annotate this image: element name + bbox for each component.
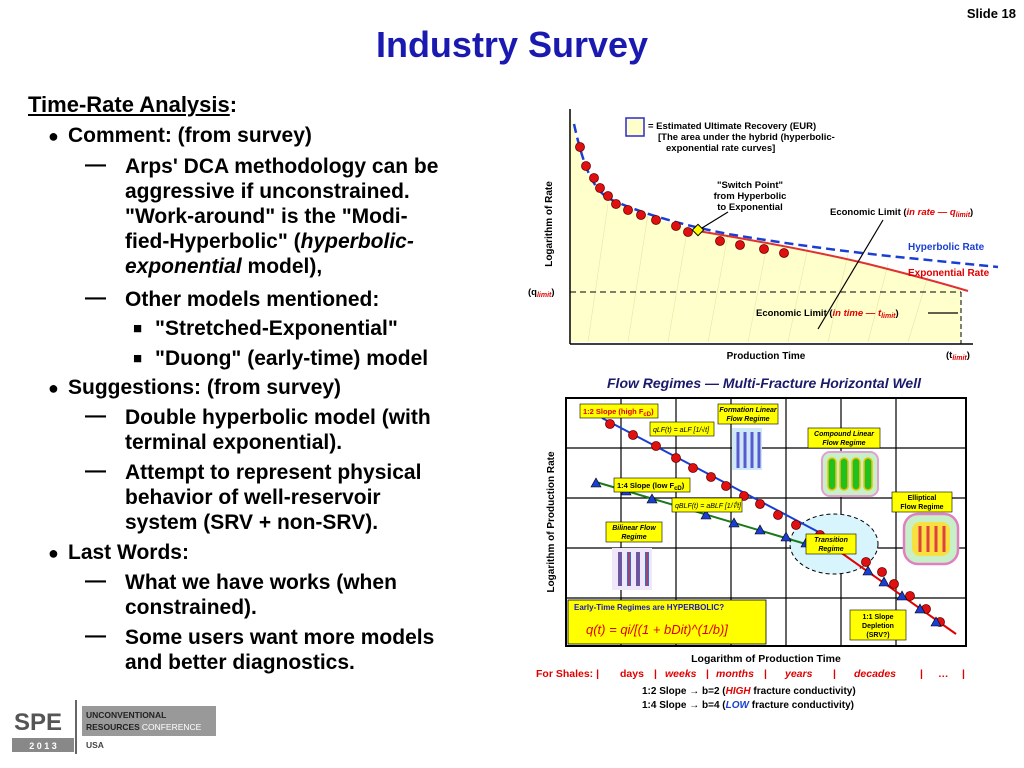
svg-text:Flow Regime: Flow Regime <box>726 416 770 423</box>
switch-label-3: to Exponential <box>717 202 783 213</box>
dash-marker: — <box>85 153 106 176</box>
svg-text:Flow Regime: Flow Regime <box>900 504 944 511</box>
fig1-ylabel: Logarithm of Rate <box>544 181 555 267</box>
svg-text:|: | <box>833 668 836 680</box>
qlimit-label: $(q_{limit})$ <box>528 287 555 299</box>
outline-b1-s1-l5 <box>125 254 322 279</box>
year-text: 2 0 1 3 <box>29 741 57 751</box>
section-heading <box>28 92 237 118</box>
svg-text:Elliptical: Elliptical <box>907 495 937 502</box>
outline-b3-s1-l1: What we have works (when <box>125 571 397 594</box>
dash-marker: — <box>85 459 106 482</box>
svg-text:|: | <box>706 668 709 680</box>
hyperbolic-rate-label: Hyperbolic Rate <box>908 242 985 253</box>
exponential-rate-label: Exponential Rate <box>908 268 990 279</box>
outline-b1-s2-a: "Stretched-Exponential" <box>155 317 398 340</box>
formation-linear-box <box>718 404 778 424</box>
outline-b1: Comment: (from survey) <box>68 124 312 147</box>
square-bullet: ■ <box>133 350 143 367</box>
dash-marker: — <box>85 624 106 647</box>
shales-decades: decades <box>854 668 897 680</box>
fig1-xlabel: Production Time <box>726 351 806 362</box>
svg-text:q(t) = qi/[(1 + bDit)^(1/b)]: q(t) = qi/[(1 + bDit)^(1/b)] <box>586 622 728 637</box>
outline-b2-s2-l3: system (SRV + non-SRV). <box>125 511 379 534</box>
econ-time-label: Economic Limit (in time — $t_{limit}$) <box>756 308 899 320</box>
svg-text:|: | <box>962 668 965 680</box>
bullet-dot: ● <box>48 126 59 146</box>
legend-line-3: exponential rate curves] <box>666 143 776 154</box>
switch-label-2: from Hyperbolic <box>713 191 787 202</box>
shales-timeline <box>536 668 965 680</box>
svg-text:1:4 Slope (low FcD): 1:4 Slope (low $F_{cD}$) <box>617 481 685 492</box>
elliptical-sketch <box>904 514 958 564</box>
legend-line-1: = Estimated Ultimate Recovery (EUR) <box>648 121 817 132</box>
dash-marker: — <box>85 569 106 592</box>
shales-months: months <box>716 668 754 680</box>
bullet-dot: ● <box>48 543 59 563</box>
svg-text:|: | <box>654 668 657 680</box>
outline-b2-s2-l2: behavior of well-reservoir <box>125 486 381 509</box>
slide-title: Industry Survey <box>375 24 649 65</box>
svg-text:Flow Regime: Flow Regime <box>822 440 866 447</box>
hybrid-decline-diagram <box>528 104 1016 366</box>
svg-text:qLF(t) = aLF [1/√t]: qLF(t) = aLF [1/√t] <box>653 427 710 434</box>
svg-text:1:1 Slope: 1:1 Slope <box>862 614 894 621</box>
logo-line-2: RESOURCES CONFERENCE <box>86 722 202 732</box>
svg-text:Depletion: Depletion <box>862 623 894 630</box>
fig2-ylabel: Logarithm of Production Rate <box>546 451 557 593</box>
outline-b2-s1-l2: terminal exponential). <box>125 431 343 454</box>
svg-text:qBLF(t) = aBLF [1/∜t]: qBLF(t) = aBLF [1/∜t] <box>675 503 741 510</box>
outline-b1-s1-l3: "Work-around" is the "Modi- <box>125 205 408 228</box>
outline-b1-s1-l4 <box>125 229 414 254</box>
eq-blf-box <box>672 498 742 512</box>
compound-linear-sketch <box>822 452 878 496</box>
outline-b1-s1-l4a: fied-Hyperbolic" ( <box>125 230 301 253</box>
outline-b1-s1-l1: Arps' DCA methodology can be <box>125 155 439 178</box>
legend-line-2: [The area under the hybrid (hyperbolic- <box>658 132 835 143</box>
outline-b1-s1-l2: aggressive if unconstrained. <box>125 180 410 203</box>
eq-lf-box <box>650 422 714 436</box>
fig2-xlabel: Logarithm of Production Time <box>691 653 841 665</box>
bullet-dot: ● <box>48 378 59 398</box>
elliptical-box <box>892 492 952 512</box>
outline-b2-s2-l1: Attempt to represent physical <box>125 461 422 484</box>
logo-line-1: UNCONVENTIONAL <box>86 710 167 720</box>
svg-text:Bilinear Flow: Bilinear Flow <box>612 525 656 532</box>
svg-text:(SRV?): (SRV?) <box>866 632 890 639</box>
econ-rate-label: Economic Limit (in rate — $q_{limit}$) <box>830 207 974 219</box>
svg-text:|: | <box>920 668 923 680</box>
section-heading-text: Time-Rate Analysis <box>28 92 230 117</box>
outline-b1-s2: Other models mentioned: <box>125 288 380 311</box>
switch-label-1: "Switch Point" <box>716 180 784 191</box>
square-bullet: ■ <box>133 320 143 337</box>
outline-b3-s2-l2: and better diagnostics. <box>125 651 355 674</box>
shales-years: years <box>785 668 813 680</box>
section-heading-colon: : <box>229 92 238 117</box>
compound-linear-box <box>808 428 880 448</box>
outline-b3-s1-l2: constrained). <box>125 596 257 619</box>
dash-marker: — <box>85 404 106 427</box>
svg-text:Regime: Regime <box>621 534 647 541</box>
half-slope-box <box>580 404 658 418</box>
outline-b3: Last Words: <box>68 541 189 564</box>
bilinear-box <box>606 522 662 542</box>
note-quarter-slope: 1:4 Slope → b=4 (LOW fracture conductivity) <box>642 700 854 711</box>
bilinear-sketch <box>612 548 652 590</box>
shales-days: days <box>620 668 644 680</box>
svg-text:Transition: Transition <box>814 537 848 544</box>
outline-b2: Suggestions: (from survey) <box>68 376 342 399</box>
svg-text:|: | <box>764 668 767 680</box>
logo-line-3: USA <box>86 740 104 750</box>
spe-text: SPE <box>14 709 63 736</box>
svg-text:Formation Linear: Formation Linear <box>719 407 777 414</box>
spe-conference-logo <box>10 696 222 758</box>
svg-text:Compound Linear: Compound Linear <box>814 431 874 438</box>
shales-weeks: weeks <box>665 668 697 680</box>
fig2-title: Flow Regimes — Multi-Fracture Horizontal Well <box>607 375 921 391</box>
outline-b1-s1-l5b: model), <box>241 255 323 278</box>
svg-text:Regime: Regime <box>818 546 844 553</box>
outline-b1-s1-l4b: hyperbolic- <box>300 230 414 253</box>
eur-legend-swatch <box>626 118 644 136</box>
early-time-box <box>568 600 766 644</box>
note-half-slope: 1:2 Slope → b=2 (HIGH fracture conductivity) <box>642 686 856 697</box>
dash-marker: — <box>85 286 106 309</box>
flow-regimes-diagram <box>528 372 1016 720</box>
transition-box <box>806 534 856 554</box>
svg-text:1:2 Slope (high FcD): 1:2 Slope (high $F_{cD}$) <box>583 407 654 418</box>
svg-text:Early-Time Regimes are HYPERBO: Early-Time Regimes are HYPERBOLIC? <box>574 603 725 612</box>
unit-slope-box <box>850 610 906 640</box>
shales-dots: … <box>938 668 949 680</box>
slide-number: Slide 18 <box>966 6 1016 21</box>
quarter-slope-box <box>614 478 690 492</box>
outline-b2-s1-l1: Double hyperbolic model (with <box>125 406 431 429</box>
tlimit-label: $(t_{limit})$ <box>946 350 970 362</box>
outline-b3-s2-l1: Some users want more models <box>125 626 435 649</box>
outline-b1-s1-l5a: exponential <box>125 255 242 278</box>
formation-linear-sketch <box>732 428 762 470</box>
shales-label: For Shales: | <box>536 668 600 680</box>
outline-b1-s2-b: "Duong" (early-time) model <box>155 347 429 370</box>
